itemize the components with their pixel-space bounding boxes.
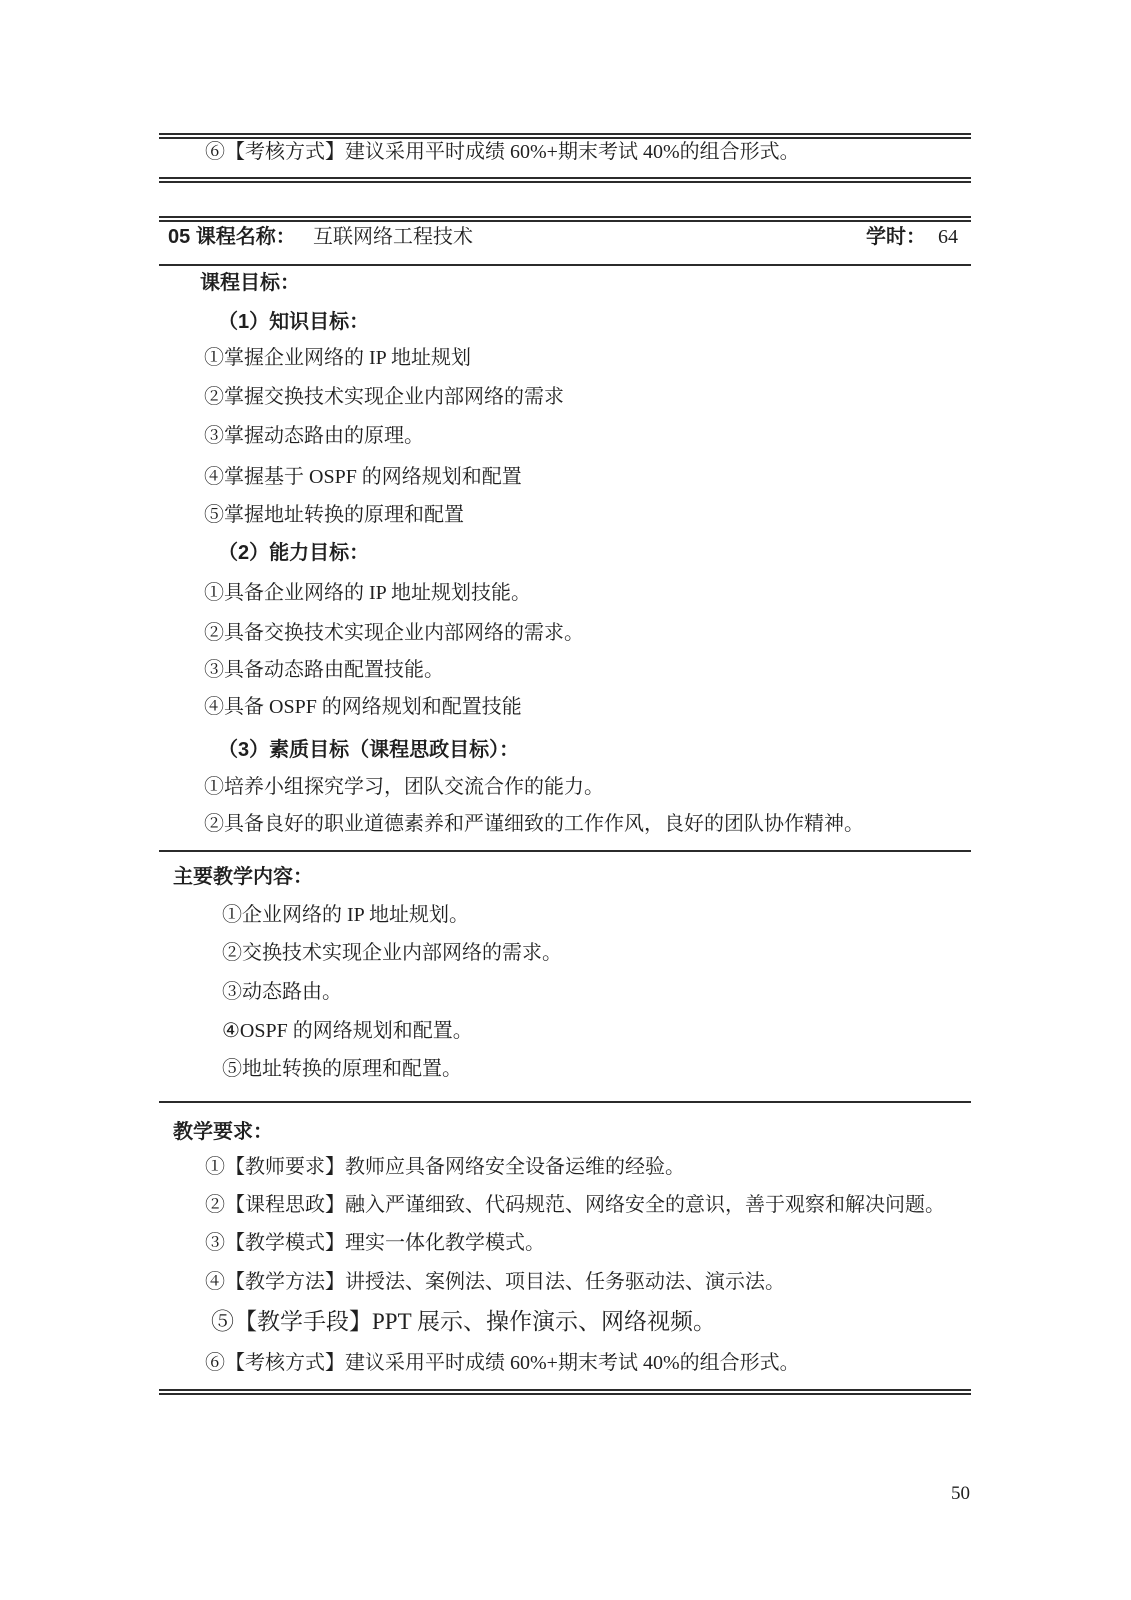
divider-double xyxy=(159,177,971,183)
course-number-label: 05 课程名称： xyxy=(168,226,296,248)
teaching-content-item: ③动态路由。 xyxy=(222,981,342,1003)
teaching-content-item: ⑤地址转换的原理和配置。 xyxy=(222,1058,462,1080)
divider-double xyxy=(159,1389,971,1395)
teaching-requirement-item: ②【课程思政】融入严谨细致、代码规范、网络安全的意识，善于观察和解决问题。 xyxy=(205,1194,945,1216)
teaching-requirement-item: ③【教学模式】理实一体化教学模式。 xyxy=(205,1232,545,1254)
ability-objective-item: ③具备动态路由配置技能。 xyxy=(204,659,444,681)
teaching-requirement-item: ①【教师要求】教师应具备网络安全设备运维的经验。 xyxy=(205,1156,685,1178)
course-name: 互联网络工程技术 xyxy=(313,226,473,248)
teaching-content-item: ②交换技术实现企业内部网络的需求。 xyxy=(222,942,562,964)
teaching-requirement-item: ④【教学方法】讲授法、案例法、项目法、任务驱动法、演示法。 xyxy=(205,1271,785,1293)
divider-single xyxy=(159,264,971,266)
knowledge-objective-item: ①掌握企业网络的 IP 地址规划 xyxy=(204,347,472,369)
divider-single xyxy=(159,1101,971,1103)
class-hours-value: 64 xyxy=(938,226,958,248)
quality-objective-item: ②具备良好的职业道德素养和严谨细致的工作作风，良好的团队协作精神。 xyxy=(204,813,864,835)
knowledge-objective-item: ⑤掌握地址转换的原理和配置 xyxy=(204,504,464,526)
quality-objective-item: ①培养小组探究学习，团队交流合作的能力。 xyxy=(204,776,604,798)
teaching-requirements-title: 教学要求： xyxy=(173,1121,273,1143)
knowledge-objective-item: ④掌握基于 OSPF 的网络规划和配置 xyxy=(204,466,522,488)
prev-course-assessment-item: ⑥【考核方式】建议采用平时成绩 60%+期末考试 40%的组合形式。 xyxy=(205,141,800,163)
page-number: 50 xyxy=(951,1483,970,1504)
class-hours-label: 学时： xyxy=(866,226,926,248)
ability-objective-item: ②具备交换技术实现企业内部网络的需求。 xyxy=(204,622,584,644)
ability-objective-item: ①具备企业网络的 IP 地址规划技能。 xyxy=(204,582,532,604)
teaching-requirement-item: ⑥【考核方式】建议采用平时成绩 60%+期末考试 40%的组合形式。 xyxy=(205,1352,800,1374)
ability-objective-item: ④具备 OSPF 的网络规划和配置技能 xyxy=(204,696,522,718)
knowledge-objective-item: ③掌握动态路由的原理。 xyxy=(204,425,424,447)
knowledge-objective-item: ②掌握交换技术实现企业内部网络的需求 xyxy=(204,386,564,408)
teaching-content-item: ①企业网络的 IP 地址规划。 xyxy=(222,904,470,926)
teaching-content-item: ④OSPF 的网络规划和配置。 xyxy=(222,1020,473,1042)
divider-single xyxy=(159,850,971,852)
course-objectives-title: 课程目标： xyxy=(200,272,300,294)
teaching-content-title: 主要教学内容： xyxy=(173,866,313,888)
quality-objectives-heading: （3）素质目标（课程思政目标）： xyxy=(218,739,520,761)
knowledge-objectives-heading: （1）知识目标： xyxy=(218,311,370,333)
teaching-requirement-item: ⑤【教学手段】PPT 展示、操作演示、网络视频。 xyxy=(211,1309,716,1334)
divider-double xyxy=(159,216,971,222)
ability-objectives-heading: （2）能力目标： xyxy=(218,542,370,564)
